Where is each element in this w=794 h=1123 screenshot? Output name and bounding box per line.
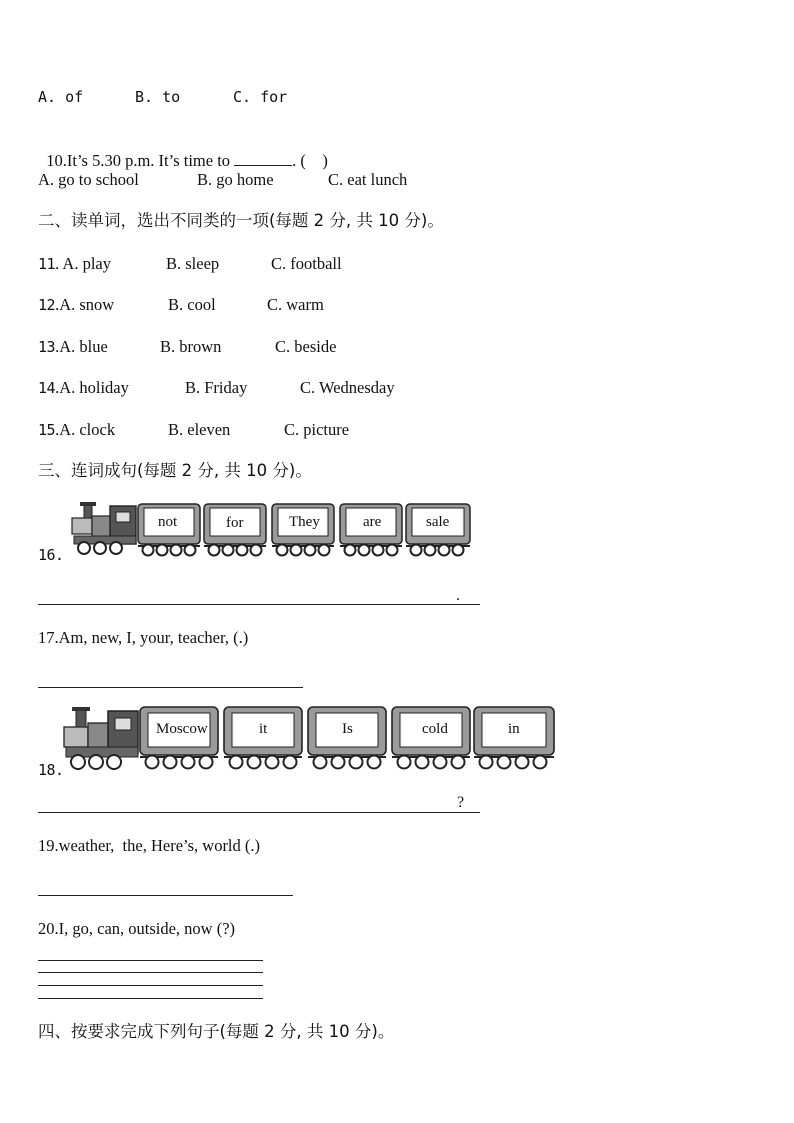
q18-answer-line[interactable] xyxy=(38,812,480,813)
q16-word-1[interactable]: not xyxy=(158,514,178,530)
q10-blank[interactable] xyxy=(234,150,292,166)
q13-option-a: .A. blue xyxy=(55,337,108,356)
q14-option-c: C. Wednesday xyxy=(300,378,395,397)
q10-option-c: C. eat lunch xyxy=(328,170,408,189)
q12-option-b: B. cool xyxy=(168,295,216,314)
q16-label: 16. xyxy=(38,546,64,564)
q14-option-b: B. Friday xyxy=(185,378,248,397)
q17-text: 17.Am, new, I, your, teacher, (.) xyxy=(38,628,249,647)
locomotive-icon xyxy=(64,707,138,769)
q18-label: 18. xyxy=(38,761,64,779)
q11-number: 11 xyxy=(38,255,56,273)
q18-end-punct: ? xyxy=(457,794,465,811)
q13-number: 13 xyxy=(38,338,56,356)
q16-word-2[interactable]: for xyxy=(226,515,244,531)
q16-word-4[interactable]: are xyxy=(363,514,382,530)
q16-end-punct: . xyxy=(456,587,460,604)
q14-number: 14 xyxy=(38,379,56,397)
q15-option-c: C. picture xyxy=(284,420,350,439)
q12-option-a: .A. snow xyxy=(55,295,115,314)
q9-option-a: A. of xyxy=(38,88,84,106)
q16-word-3[interactable]: They xyxy=(289,514,320,530)
q12-number: 12 xyxy=(38,296,56,314)
q10-text: 10.It’s 5.30 p.m. It’s time to xyxy=(46,151,231,170)
q11-option-c: C. football xyxy=(271,254,342,273)
locomotive-icon xyxy=(72,502,136,554)
section4-title: 四、按要求完成下列句子(每题 2 分, 共 10 分)。 xyxy=(38,1022,395,1041)
q20-answer-line-3[interactable] xyxy=(38,985,263,986)
q15-option-b: B. eleven xyxy=(168,420,231,439)
q14-option-a: .A. holiday xyxy=(55,378,129,397)
q12-option-c: C. warm xyxy=(267,295,324,314)
q9-option-b: B. to xyxy=(135,88,181,106)
q16-train-image xyxy=(66,500,476,562)
section3-title: 三、连词成句(每题 2 分, 共 10 分)。 xyxy=(38,461,312,480)
q9-option-c: C. for xyxy=(233,88,288,106)
q20-answer-line-2[interactable] xyxy=(38,972,263,973)
q13-option-b: B. brown xyxy=(160,337,222,356)
q15-number: 15 xyxy=(38,421,56,439)
q15-option-a: .A. clock xyxy=(55,420,116,439)
q11-option-b: B. sleep xyxy=(166,254,220,273)
q18-word-4[interactable]: cold xyxy=(422,721,448,737)
q11-option-a: . A. play xyxy=(55,254,111,273)
q18-train-image xyxy=(60,705,560,775)
q18-word-3[interactable]: Is xyxy=(342,721,353,737)
q10-option-b: B. go home xyxy=(197,170,274,189)
q18-word-2[interactable]: it xyxy=(259,721,268,737)
q18-word-1[interactable]: Moscow xyxy=(156,721,208,737)
q16-answer-line[interactable] xyxy=(38,604,480,605)
q19-text: 19.weather, the, Here’s, world (.) xyxy=(38,836,261,855)
q20-text: 20.I, go, can, outside, now (?) xyxy=(38,919,236,938)
q19-answer-line[interactable] xyxy=(38,895,293,896)
q16-word-5[interactable]: sale xyxy=(426,514,450,530)
q10-question xyxy=(38,128,328,172)
q18-word-5[interactable]: in xyxy=(508,721,520,737)
q10-tail: . ( ) xyxy=(292,151,328,170)
q20-answer-line-4[interactable] xyxy=(38,998,263,999)
section2-title: 二、读单词，选出不同类的一项(每题 2 分, 共 10 分)。 xyxy=(38,211,444,230)
q10-option-a: A. go to school xyxy=(38,170,139,189)
q13-option-c: C. beside xyxy=(275,337,337,356)
q20-answer-line-1[interactable] xyxy=(38,960,263,961)
q17-answer-line[interactable] xyxy=(38,687,303,688)
